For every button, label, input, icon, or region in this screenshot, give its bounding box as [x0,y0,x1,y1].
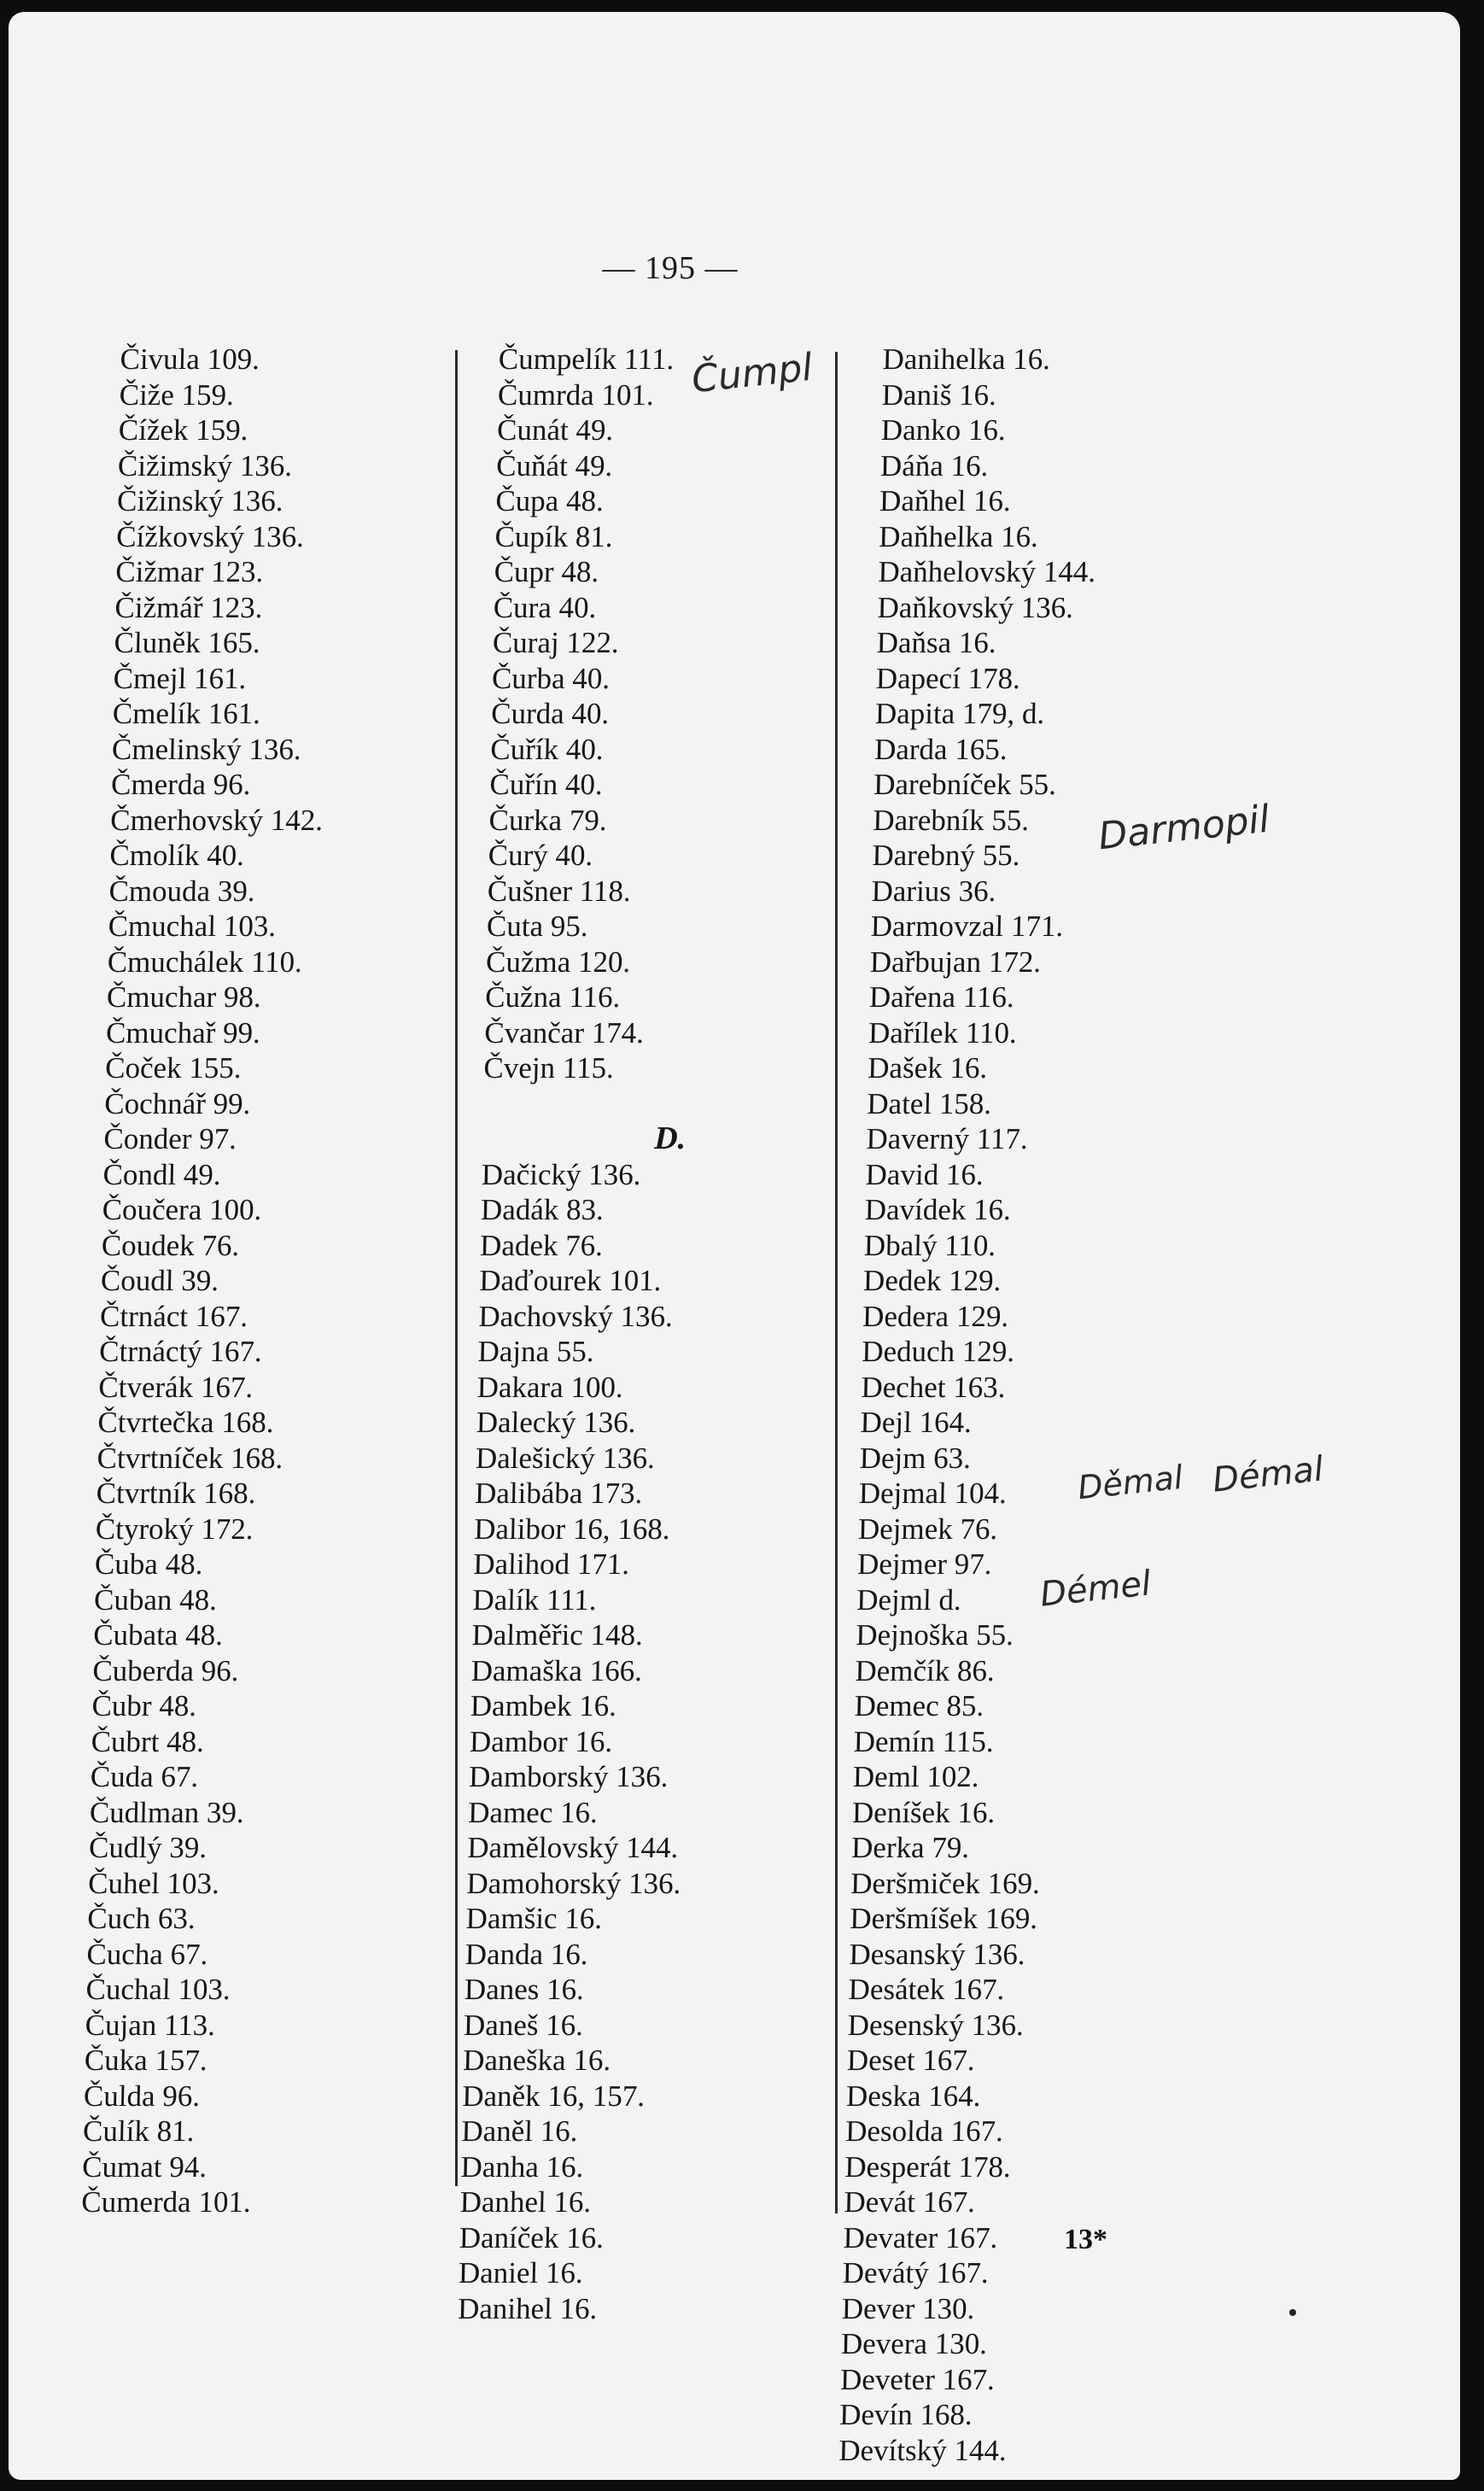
index-entry: Danihel 16. [457,2291,598,2325]
index-entry: Daňkovský 136. [877,590,1074,624]
index-entry: Darebník 55. [872,803,1030,837]
index-entry: Čížek 159. [118,413,248,447]
index-entry: Čmouda 39. [108,874,256,908]
index-entry: Čucha 67. [86,1937,208,1971]
index-entry: Dapecí 178. [875,661,1021,695]
section-letter: D. [653,1120,686,1156]
index-entry: Datel 158. [866,1086,992,1120]
index-entry: Čochnář 99. [103,1086,251,1120]
index-entry: Čiže 159. [119,377,235,412]
index-entry: Dalibába 173. [474,1476,643,1510]
index-entry: Dambor 16. [469,1724,613,1758]
index-entry: Čižimský 136. [117,448,293,482]
index-entry: Devítský 144. [838,2433,1008,2467]
index-entry: Demec 85. [854,1689,984,1722]
index-entry: Čmerda 96. [110,768,251,801]
index-entry: Čmejl 161. [113,661,247,695]
index-entry: Danihelka 16. [882,342,1051,376]
index-entry: Damělovský 144. [466,1831,679,1864]
index-entry: Čuka 157. [84,2044,208,2077]
index-entry: Čondl 49. [102,1157,222,1191]
index-entry: Čižmar 123. [114,555,264,588]
index-entry: Čtvrtečka 168. [97,1406,274,1439]
index-entry: Dalibor 16, 168. [473,1512,671,1546]
index-entry: Čumrda 101. [497,377,655,412]
index-entry: Daňhelka 16. [878,519,1039,553]
index-entry: Darius 36. [871,874,996,908]
index-entry: Damborský 136. [468,1760,669,1793]
handwritten-note-demal-2: Démal [1210,1449,1326,1500]
index-entry: Devín 168. [838,2398,973,2431]
index-entry: Čuda 67. [90,1760,199,1793]
index-entry: Dařílek 110. [868,1015,1018,1050]
index-entry: Deska 164. [845,2079,981,2113]
index-entry: Danhel 16. [459,2185,592,2219]
index-entry: Devater 167. [843,2220,998,2254]
index-entry: Čuřík 40. [489,732,604,766]
index-entry: Deduch 129. [861,1335,1015,1368]
index-entry: Dašek 16. [867,1051,988,1085]
index-entry: Daniel 16. [458,2256,584,2289]
index-entry: Dejnoška 55. [855,1618,1014,1652]
index-entry: Damšic 16. [465,1902,603,1935]
index-entry: Deset 167. [846,2044,976,2077]
index-entry: Damec 16. [467,1795,599,1829]
index-entry: Danda 16. [464,1937,589,1971]
index-entry: Dajna 55. [477,1335,595,1368]
index-entry: Čužna 116. [484,980,621,1014]
index-entry: Čižmář 123. [114,590,263,624]
index-entry: Čmuchar 98. [106,980,262,1014]
index-entry: Dáňa 16. [879,448,989,482]
index-entry: Dalík 111. [472,1582,598,1617]
index-entry: Dedek 129. [862,1264,1002,1297]
index-entry: Damohorský 136. [466,1866,681,1900]
index-entry: Čumerda 101. [80,2185,252,2219]
index-entry: Čtverák 167. [97,1370,254,1404]
index-entry: Čižinský 136. [116,484,283,517]
index-entry: Darmovzal 171. [870,909,1064,943]
index-entry: Čoučera 100. [102,1193,262,1226]
index-entry: Dejmer 97. [856,1547,992,1581]
index-entry: Čtyroký 172. [95,1512,254,1546]
index-entry: Čura 40. [493,590,597,624]
index-entry: Čtvrtníček 168. [96,1441,283,1475]
index-entry: Dařena 116. [868,980,1015,1014]
index-entry: Čuňát 49. [495,448,613,482]
index-entry: Čvejn 115. [483,1051,615,1085]
index-entry: Čuřín 40. [489,768,604,801]
index-entry: Danes 16. [464,1973,585,2006]
index-entry: Dachovský 136. [478,1299,674,1333]
index-entry: Dalihod 171. [472,1547,630,1581]
index-entry: Čurda 40. [490,697,610,730]
handwritten-note-demal-1: Děmal [1076,1458,1185,1507]
ink-dot [1289,2309,1296,2316]
column-left [81,342,333,2220]
index-entry: Damaška 166. [470,1653,643,1687]
index-entry: Daverný 117. [866,1122,1029,1155]
index-entry: Čtrnáctý 167. [98,1335,263,1368]
index-entry: Dejmal 104. [858,1476,1008,1510]
section-gap [482,1086,774,1122]
index-entry: Deml 102. [852,1760,980,1793]
column-divider-right [835,352,838,2213]
index-entry: Deršmíšek 169. [849,1902,1038,1935]
index-entry: Dadák 83. [480,1193,605,1226]
index-entry: Daneška 16. [462,2044,611,2077]
index-entry: Čurý 40. [488,839,593,872]
index-entry: Čužma 120. [485,944,631,979]
index-entry: Čoudl 39. [100,1264,219,1297]
index-entry: Čížkovský 136. [115,519,305,553]
index-entry: Darda 165. [873,732,1008,766]
index-entry: Daníček 16. [459,2220,605,2254]
index-entry: Deveter 167. [839,2362,996,2396]
index-entry: Čmelík 161. [112,697,261,730]
index-entry: Čujan 113. [85,2008,216,2042]
index-entry: Dambek 16. [470,1689,617,1722]
column-middle [458,342,790,2326]
index-entry: Čmolík 40. [109,839,245,872]
index-entry: Demčík 86. [855,1653,996,1687]
column-divider-left [455,350,458,2186]
index-entry: Dbalý 110. [863,1228,996,1262]
index-entry: Darebný 55. [872,839,1020,872]
index-entry: Čulda 96. [83,2079,201,2113]
signature-mark: 13* [1064,2224,1107,2255]
index-entry: Čuban 48. [93,1582,218,1617]
index-entry: Dalecký 136. [476,1406,636,1439]
index-entry: Daniš 16. [881,377,997,412]
index-entry: Čuhel 103. [87,1866,220,1900]
index-entry: Daňhel 16. [879,484,1012,517]
index-entry: Čuta 95. [486,909,589,943]
index-entry: Dapita 179, d. [874,697,1045,730]
index-entry: Čupr 48. [494,555,599,588]
index-entry: Dačický 136. [481,1157,641,1191]
index-entry: Čurka 79. [488,803,608,837]
index-entry: Dařbujan 172. [869,944,1042,979]
index-entry: Čuchal 103. [85,1973,231,2006]
index-entry: Desperát 178. [844,2149,1012,2184]
index-entry: Dejmek 76. [857,1512,998,1546]
index-entry: Čupík 81. [494,519,614,553]
index-entry: Čonder 97. [103,1122,237,1155]
index-entry: Dadek 76. [479,1228,604,1262]
index-entry: Dalměřic 148. [471,1618,644,1652]
index-entry: Deršmiček 169. [850,1866,1041,1900]
index-entry: Čuba 48. [94,1547,203,1581]
page-number: — 195 — [602,250,739,286]
index-entry: Daňhelovský 144. [878,555,1096,588]
index-entry: Čoček 155. [104,1051,242,1085]
index-entry: Čtvrtník 168. [96,1476,256,1510]
index-entry: Čulík 81. [82,2114,195,2148]
index-entry: Davídek 16. [864,1193,1012,1226]
index-entry: Čumpelík 111. [498,342,675,376]
handwritten-note-darmopil: Darmopil [1095,797,1272,859]
index-entry: Čmuchal 103. [108,909,277,943]
index-entry: Daneš 16. [463,2008,584,2042]
handwritten-note-demel: Démel [1037,1564,1154,1615]
index-entry: Dedera 129. [862,1299,1009,1333]
index-entry: Čtrnáct 167. [99,1299,248,1333]
index-entry: Danko 16. [880,413,1007,447]
index-entry: Devera 130. [840,2327,988,2360]
index-entry: Čmuchálek 110. [107,944,303,979]
index-entry: Čudlman 39. [89,1795,245,1829]
handwritten-note-cumpl: Čumpl [689,345,815,402]
index-entry: Čmuchař 99. [105,1015,261,1050]
index-entry: Desenský 136. [847,2008,1025,2042]
index-entry: Dechet 163. [861,1370,1006,1404]
column-right [838,342,1101,2468]
index-entry: Daněl 16. [461,2114,578,2148]
index-entry: Danha 16. [460,2149,584,2184]
index-entry: Čmerhovský 142. [109,803,324,837]
index-entry: Dakara 100. [476,1370,624,1404]
index-entry: Čoudek 76. [101,1228,240,1262]
index-entry: Čušner 118. [487,874,632,908]
index-entry: Desolda 167. [844,2114,1004,2148]
index-entry: David 16. [865,1157,984,1191]
index-entry: Čvančar 174. [483,1015,645,1050]
index-entry: Dever 130. [841,2291,975,2325]
index-entry: Čumat 94. [81,2149,207,2184]
index-entry: Čupa 48. [495,484,605,517]
index-entry: Devátý 167. [842,2256,990,2289]
index-entry: Čubr 48. [91,1689,197,1722]
index-entry: Dalešický 136. [475,1441,656,1475]
index-entry: Devát 167. [844,2185,976,2219]
index-entry: Čuberda 96. [92,1653,239,1687]
index-entry: Čuraj 122. [492,626,620,659]
index-entry: Dejm 63. [859,1441,972,1475]
index-entry: Dejl 164. [860,1406,973,1439]
index-entry: Desátek 167. [848,1973,1005,2006]
index-entry: Dejml d. [856,1582,962,1617]
index-entry: Daněk 16, 157. [461,2079,646,2113]
scanned-page [9,12,1460,2480]
index-entry: Čubrt 48. [91,1724,205,1758]
index-entry: Čivula 109. [120,342,260,376]
index-entry: Čunát 49. [496,413,614,447]
index-entry: Daďourek 101. [478,1264,662,1297]
index-entry: Čubata 48. [92,1618,224,1652]
index-entry: Čurba 40. [491,661,611,695]
index-entry: Darebníček 55. [873,768,1057,801]
index-entry: Deníšek 16. [851,1795,996,1829]
index-entry: Čmelinský 136. [111,732,302,766]
index-entry: Čuch 63. [86,1902,196,1935]
index-entry: Desanský 136. [849,1937,1026,1971]
index-entry: Čudlý 39. [88,1831,207,1864]
index-entry: Derka 79. [850,1831,970,1864]
index-entry: Čluněk 165. [114,626,261,659]
index-entry: Demín 115. [853,1724,995,1758]
index-entry: Daňsa 16. [876,626,997,659]
